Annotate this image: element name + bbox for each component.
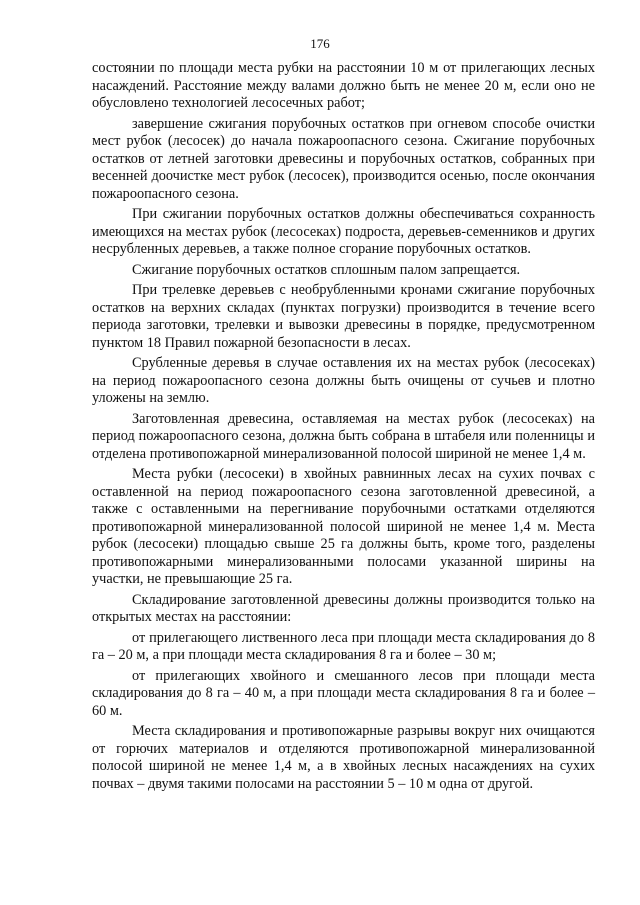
paragraph-9: Складирование заготовленной древесины должны производится только на открытых местах на расстоянии: xyxy=(92,591,595,625)
paragraph-5: При трелевке деревьев с необрубленными кронами сжигание порубочных остатков на верхних складах (пунктах погрузки) производится в течение всего периода заготовки, трелевки и вывозки древесины в порядке, предусмотренном пунктом 18 Правил пожарной безопасности в лесах. xyxy=(92,282,595,351)
paragraph-2: завершение сжигания порубочных остатков при огневом способе очистки мест рубок (лесосек) до начала пожароопасного сезона. Сжигание порубочных остатков от летней заготовки древесины и порубочных остатков, собранных при весенней доочистке мест рубок (лесосек), производится осенью, после окончания пожароопасного сезона. xyxy=(92,115,595,202)
paragraph-7: Заготовленная древесина, оставляемая на местах рубок (лесосеках) на период пожароопасного сезона, должна быть собрана в штабеля или поленницы и отделена противопожарной минерализованной полосой шириной не менее 1,4 м. xyxy=(92,410,595,462)
paragraph-8: Места рубки (лесосеки) в хвойных равнинных лесах на сухих почвах с оставленной на период пожароопасного сезона заготовленной древесиной, а также с оставленными на перегнивание порубочными остатками отделяются противопожарной минерализованной полосой шириной не менее 1,4 м. Места рубок (лесосеки) площадью свыше 25 га должны быть, кроме того, разделены противопожарными минерализованными полосами указанной ширины на участки, не превышающие 25 га. xyxy=(92,466,595,587)
page-number: 176 xyxy=(310,36,330,51)
paragraph-6: Срубленные деревья в случае оставления их на местах рубок (лесосеках) на период пожароопасного сезона должны быть очищены от сучьев и плотно уложены на землю. xyxy=(92,355,595,406)
paragraph-12: Места складирования и противопожарные разрывы вокруг них очищаются от горючих материалов и отделяются противопожарной минерализованной полосой шириной не менее 1,4 м, а в хвойных лесных насаждениях на сухих почвах – двумя такими полосами на расстоянии 5 – 10 м одна от другой. xyxy=(92,723,595,792)
document-body xyxy=(92,60,595,796)
paragraph-4: Сжигание порубочных остатков сплошным палом запрещается. xyxy=(132,261,521,278)
paragraph-3: При сжигании порубочных остатков должны обеспечиваться сохранность имеющихся на местах рубок (лесосеках) подроста, деревьев-семенников и других несрубленных деревьев, а также полное сгорание порубочных остатков. xyxy=(92,206,595,257)
paragraph-11: от прилегающих хвойного и смешанного лесов при площади места складирования до 8 га – 40 м, а при площади места складирования 8 га и более – 60 м. xyxy=(92,667,595,719)
paragraph-1: состоянии по площади места рубки на расстоянии 10 м от прилегающих лесных насаждений. Расстояние между валами должно быть не менее 20 м, если оно не обусловлено технологией лесосечных работ; xyxy=(92,60,595,111)
paragraph-10: от прилегающего лиственного леса при площади места складирования до 8 га – 20 м, а при площади места складирования 8 га и более – 30 м; xyxy=(92,629,595,663)
